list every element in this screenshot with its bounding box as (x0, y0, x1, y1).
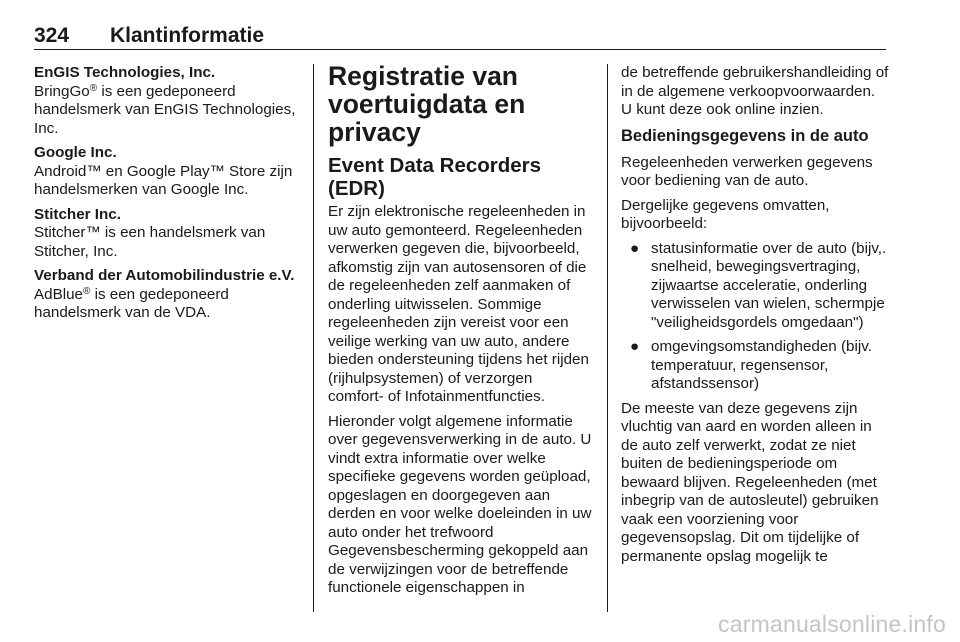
trademark-owner: EnGIS Technologies, Inc. (34, 64, 216, 81)
watermark: carmanualsonline.info (718, 611, 946, 637)
trademark-owner: Google Inc. (34, 144, 117, 161)
trademark-stitcher (34, 206, 300, 262)
trademark-description: is een gedeponeerd handelsmerk van EnGIS Technologies, Inc. (34, 82, 296, 137)
trademark-text: Android™ en Google Play™ Store zijn handelsmerken van Google Inc. (34, 162, 293, 198)
trademark-engis (34, 64, 300, 138)
bullet-icon: ● (630, 239, 640, 257)
chapter-heading: Registratie van voertuigdata en privacy (328, 61, 526, 147)
paragraph: Dergelijke gegevens omvatten, bijvoorbeeld: (621, 196, 830, 232)
trademark-owner: Verband der Automobilindustrie e.V. (34, 267, 295, 284)
paragraph: Hieronder volgt algemene informatie over gegevensverwerking in de auto. U vindt extra informatie over welke specifieke gegevens worden geüpload, opgeslagen en doorgegeven aan derden en voor welke doeleinden in uw auto onder het trefwoord Gegevensbescherming gekoppeld aan de verwijzingen voor de betreffende functionele eigenschappen in (328, 412, 592, 596)
list-item (621, 338, 889, 394)
list-item (621, 240, 889, 333)
paragraph: De meeste van deze gegevens zijn vluchtig van aard en worden alleen in de auto zelf verwerkt, zodat ze niet buiten de bedieningsperiode om bewaard blijven. Regeleenheden (met inbegrip van de autosleutel) gebruiken vaak een voorziening voor gegevensopslag. Dit om tijdelijke of permanente opslag mogelijk te (621, 399, 879, 565)
page-number: 324 (34, 24, 70, 47)
bullet-list (621, 240, 889, 394)
bullet-icon: ● (630, 338, 640, 355)
subsection-heading: Bedieningsgegevens in de auto (621, 126, 869, 145)
paragraph: Er zijn elektronische regeleenheden in uw auto gemonteerd. Regeleenheden verwerken gegeven die, bijvoorbeeld, afkomstig zijn van autosensoren of die de regeleenheden zelf aanmaken of onderling uitwisselen. Sommige regeleenheden zijn vereist voor een veilige werking van uw auto, andere bieden ondersteuning tijdens het rijden (rijhulpsystemen) of verzorgen comfort- of Infotainmentfuncties. (328, 203, 589, 405)
section-title: Klantinformatie (110, 24, 265, 47)
column-trademarks (34, 64, 300, 329)
trademark-description: is een gedeponeerd handelsmerk van de VDA. (34, 285, 229, 321)
paragraph: de betreffende gebruikershandleiding of in de algemene verkoopvoorwaarden. U kunt deze ook online inzien. (621, 64, 889, 118)
trademark-text (34, 286, 300, 323)
brand-name: BringGo (34, 82, 90, 100)
list-item-text: statusinformatie over de auto (bijv,. snelheid, bewegingsvertraging, zijwaartse acceleratie, onderling verwisselen van wielen, schermpje "veiligheidsgordels omgedaan") (651, 239, 887, 331)
trademark-vda (34, 267, 300, 323)
registered-mark: ® (82, 285, 91, 297)
trademark-google (34, 144, 300, 200)
trademark-owner: Stitcher Inc. (34, 205, 121, 223)
paragraph: Regeleenheden verwerken gegevens voor bediening van de auto. (621, 153, 873, 189)
brand-name: AdBlue (34, 285, 83, 303)
registered-mark: ® (89, 82, 98, 94)
trademark-text (34, 83, 300, 139)
column-operating-data (621, 64, 889, 572)
column-divider-1 (313, 64, 314, 612)
column-divider-2 (607, 64, 608, 612)
list-item-text: omgevingsomstandigheden (bijv. temperatuur, regensensor, afstandssensor) (651, 338, 872, 392)
column-data-registration (328, 61, 592, 604)
page-header (34, 20, 886, 50)
trademark-text: Stitcher™ is een handelsmerk van Stitcher, Inc. (34, 224, 266, 260)
subsection-heading: Event Data Recorders (EDR) (328, 154, 542, 200)
